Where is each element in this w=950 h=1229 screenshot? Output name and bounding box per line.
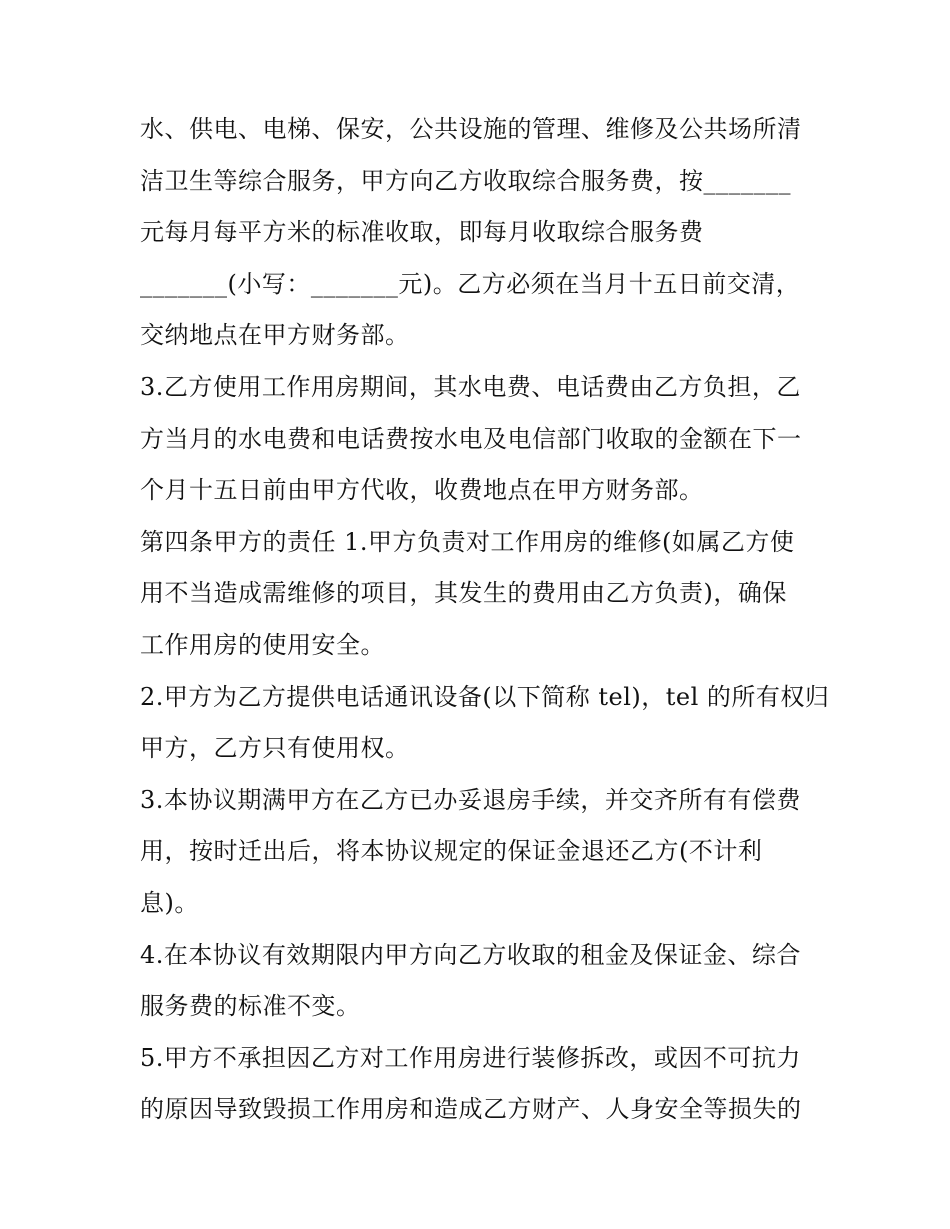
text-line: 水、供电、电梯、保安，公共设施的管理、维修及公共场所清 [140, 115, 802, 143]
text-line: 甲方，乙方只有使用权。 [140, 734, 410, 763]
text-line: 2.甲方为乙方提供电话通讯设备(以下简称 tel)，tel 的所有权归 [140, 682, 830, 711]
text-line: 用，按时迁出后，将本协议规定的保证金退还乙方(不计利 [140, 837, 763, 866]
text-line: 工作用房的使用安全。 [140, 630, 385, 659]
text-line: 3.本协议期满甲方在乙方已办妥退房手续，并交齐所有有偿费 [140, 785, 801, 814]
document-body [140, 104, 830, 1136]
text-line: 用不当造成需维修的项目，其发生的费用由乙方负责)，确保 [140, 579, 787, 608]
text-line: 的原因导致毁损工作用房和造成乙方财产、人身安全等损失的 [140, 1095, 802, 1124]
text-line: 方当月的水电费和电话费按水电及电信部门收取的金额在下一 [140, 424, 802, 453]
text-line: 4.在本协议有效期限内甲方向乙方收取的租金及保证金、综合 [140, 940, 801, 969]
text-line: 3.乙方使用工作用房期间，其水电费、电话费由乙方负担，乙 [140, 372, 801, 401]
text-line: 5.甲方不承担因乙方对工作用房进行装修拆改，或因不可抗力 [140, 1043, 801, 1072]
text-line: 息)。 [140, 888, 199, 917]
text-line: 元每月每平方米的标准收取，即每月收取综合服务费 [140, 218, 704, 247]
text-line: 服务费的标准不变。 [140, 992, 361, 1021]
text-line: 交纳地点在甲方财务部。 [140, 321, 410, 350]
text-line: 个月十五日前由甲方代收，收费地点在甲方财务部。 [140, 476, 704, 505]
text-line: _______(小写：_______元)。乙方必须在当月十五日前交清， [140, 269, 801, 298]
text-line: 第四条甲方的责任 1.甲方负责对工作用房的维修(如属乙方使 [140, 527, 795, 556]
text-line: 洁卫生等综合服务，甲方向乙方收取综合服务费，按_______ [140, 166, 791, 195]
